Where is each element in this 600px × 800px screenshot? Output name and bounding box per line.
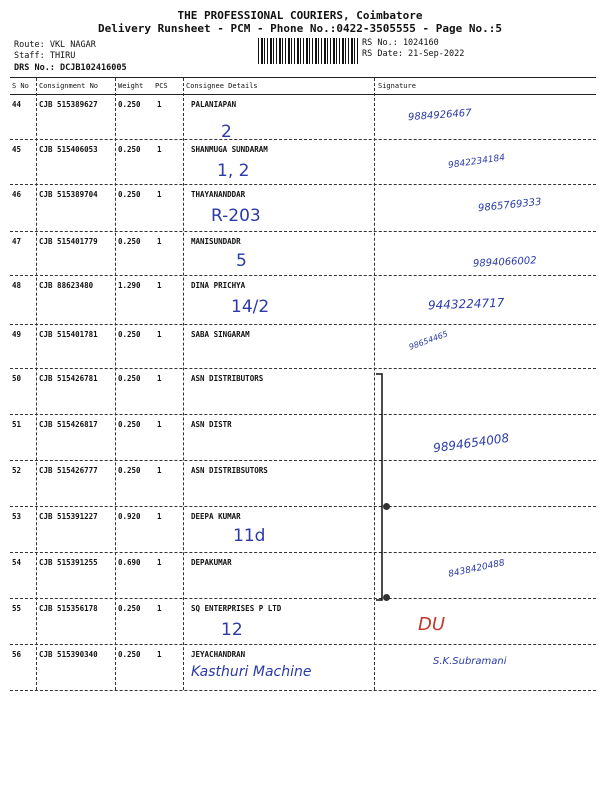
row-sno: 52 <box>12 466 22 475</box>
row-pcs: 1 <box>157 420 162 429</box>
row-pcs: 1 <box>157 558 162 567</box>
row-consignment-no: CJB 515389627 <box>39 100 98 109</box>
row-pcs: 1 <box>157 145 162 154</box>
row-consignment-no: CJB 515401779 <box>39 237 98 246</box>
col-weight: Weight <box>118 82 144 90</box>
rs-date: RS Date: 21-Sep-2022 <box>362 49 465 59</box>
row-divider <box>10 460 596 461</box>
row-consignment-no: CJB 515389704 <box>39 190 98 199</box>
barcode-image <box>258 38 358 64</box>
row-signature: 9894654008 <box>432 430 510 456</box>
row-sno: 46 <box>12 190 22 199</box>
row-handwritten-note: Kasthuri Machine <box>191 664 312 680</box>
row-divider <box>10 644 596 645</box>
row-consignment-no: CJB 515426777 <box>39 466 98 475</box>
row-weight: 0.250 <box>118 466 141 475</box>
row-divider <box>10 690 596 691</box>
col-pcs: PCS <box>155 82 168 90</box>
row-sno: 49 <box>12 330 22 339</box>
row-signature: S.K.Subramani <box>433 656 507 667</box>
row-handwritten-note: 1, 2 <box>217 161 250 181</box>
row-consignment-no: CJB 515390340 <box>39 650 98 659</box>
row-consignee-name: MANISUNDADR <box>191 237 241 246</box>
row-consignee-name: ASN DISTRIBSUTORS <box>191 466 268 475</box>
row-signature: 9865769333 <box>477 196 543 215</box>
row-pcs: 1 <box>157 512 162 521</box>
row-consignee-name: DEEPA KUMAR <box>191 512 241 521</box>
row-consignee-name: ASN DISTR <box>191 420 232 429</box>
row-weight: 0.250 <box>118 374 141 383</box>
row-divider <box>10 598 596 599</box>
row-handwritten-note: 14/2 <box>231 297 270 317</box>
drs-number: DRS No.: DCJB102416005 <box>14 63 127 73</box>
row-consignment-no: CJB 515426817 <box>39 420 98 429</box>
row-consignment-no: CJB 515406053 <box>39 145 98 154</box>
row-pcs: 1 <box>157 237 162 246</box>
runsheet-title: Delivery Runsheet - PCM - Phone No.:0422-3505555 - Page No.:5 <box>98 22 502 35</box>
row-weight: 0.250 <box>118 650 141 659</box>
row-signature: 9894066002 <box>472 255 537 270</box>
row-signature: 9884926467 <box>407 107 472 124</box>
col-consignee: Consignee Details <box>186 82 258 90</box>
row-pcs: 1 <box>157 650 162 659</box>
row-divider <box>10 139 596 140</box>
row-consignment-no: CJB 515426781 <box>39 374 98 383</box>
row-signature: 9443224717 <box>427 295 505 313</box>
row-consignee-name: PALANIAPAN <box>191 100 237 109</box>
row-divider <box>10 231 596 232</box>
bracket-mark <box>370 370 400 610</box>
row-divider <box>10 368 596 369</box>
row-pcs: 1 <box>157 374 162 383</box>
row-weight: 0.250 <box>118 145 141 154</box>
row-divider <box>10 184 596 185</box>
row-sno: 48 <box>12 281 22 290</box>
row-divider <box>10 275 596 276</box>
col-consignment: Consignment No <box>39 82 99 90</box>
row-consignment-no: CJB 515356178 <box>39 604 98 613</box>
header-top-rule <box>10 77 596 78</box>
row-consignee-name: DINA PRICHYA <box>191 281 246 290</box>
row-weight: 0.250 <box>118 420 141 429</box>
header-bottom-rule <box>10 94 596 95</box>
row-consignee-name: DEPAKUMAR <box>191 558 232 567</box>
punch-hole <box>383 594 390 601</box>
route-label: Route: VKL NAGAR <box>14 40 96 50</box>
row-weight: 0.920 <box>118 512 141 521</box>
row-handwritten-note: 5 <box>236 251 247 271</box>
row-sno: 56 <box>12 650 22 659</box>
row-consignee-name: SABA SINGARAM <box>191 330 250 339</box>
row-consignee-name: SHANMUGA SUNDARAM <box>191 145 268 154</box>
row-handwritten-note: 2 <box>221 122 232 142</box>
row-consignment-no: CJB 515391255 <box>39 558 98 567</box>
row-pcs: 1 <box>157 190 162 199</box>
row-signature: 8438420488 <box>447 558 506 580</box>
row-signature: DU <box>418 614 446 635</box>
row-consignee-name: THAYANANDDAR <box>191 190 246 199</box>
row-sno: 47 <box>12 237 22 246</box>
row-signature: 9842234184 <box>447 153 506 171</box>
row-weight: 0.250 <box>118 330 141 339</box>
row-weight: 0.690 <box>118 558 141 567</box>
col-sno: S No <box>12 82 29 90</box>
row-consignment-no: CJB 515401781 <box>39 330 98 339</box>
row-handwritten-note: R-203 <box>211 206 261 226</box>
row-weight: 0.250 <box>118 100 141 109</box>
row-signature: 98654465 <box>407 329 450 352</box>
row-pcs: 1 <box>157 100 162 109</box>
row-consignee-name: JEYACHANDRAN <box>191 650 246 659</box>
row-pcs: 1 <box>157 466 162 475</box>
punch-hole <box>383 503 390 510</box>
row-consignee-name: SQ ENTERPRISES P LTD <box>191 604 282 613</box>
row-sno: 45 <box>12 145 22 154</box>
row-sno: 51 <box>12 420 22 429</box>
row-weight: 0.250 <box>118 237 141 246</box>
row-handwritten-note: 12 <box>221 620 243 640</box>
row-sno: 53 <box>12 512 22 521</box>
row-consignee-name: ASN DISTRIBUTORS <box>191 374 264 383</box>
row-sno: 44 <box>12 100 22 109</box>
company-title: THE PROFESSIONAL COURIERS, Coimbatore <box>177 9 423 22</box>
row-weight: 0.250 <box>118 604 141 613</box>
row-consignment-no: CJB 88623480 <box>39 281 94 290</box>
row-divider <box>10 324 596 325</box>
row-consignment-no: CJB 515391227 <box>39 512 98 521</box>
staff-label: Staff: THIRU <box>14 51 76 61</box>
row-pcs: 1 <box>157 281 162 290</box>
row-pcs: 1 <box>157 330 162 339</box>
row-divider <box>10 552 596 553</box>
rs-number: RS No.: 1024160 <box>362 38 439 48</box>
row-sno: 54 <box>12 558 22 567</box>
row-sno: 55 <box>12 604 22 613</box>
row-sno: 50 <box>12 374 22 383</box>
row-divider <box>10 414 596 415</box>
row-weight: 1.290 <box>118 281 141 290</box>
row-handwritten-note: 11d <box>233 526 266 546</box>
row-divider <box>10 506 596 507</box>
col-signature: Signature <box>378 82 416 90</box>
row-weight: 0.250 <box>118 190 141 199</box>
row-pcs: 1 <box>157 604 162 613</box>
